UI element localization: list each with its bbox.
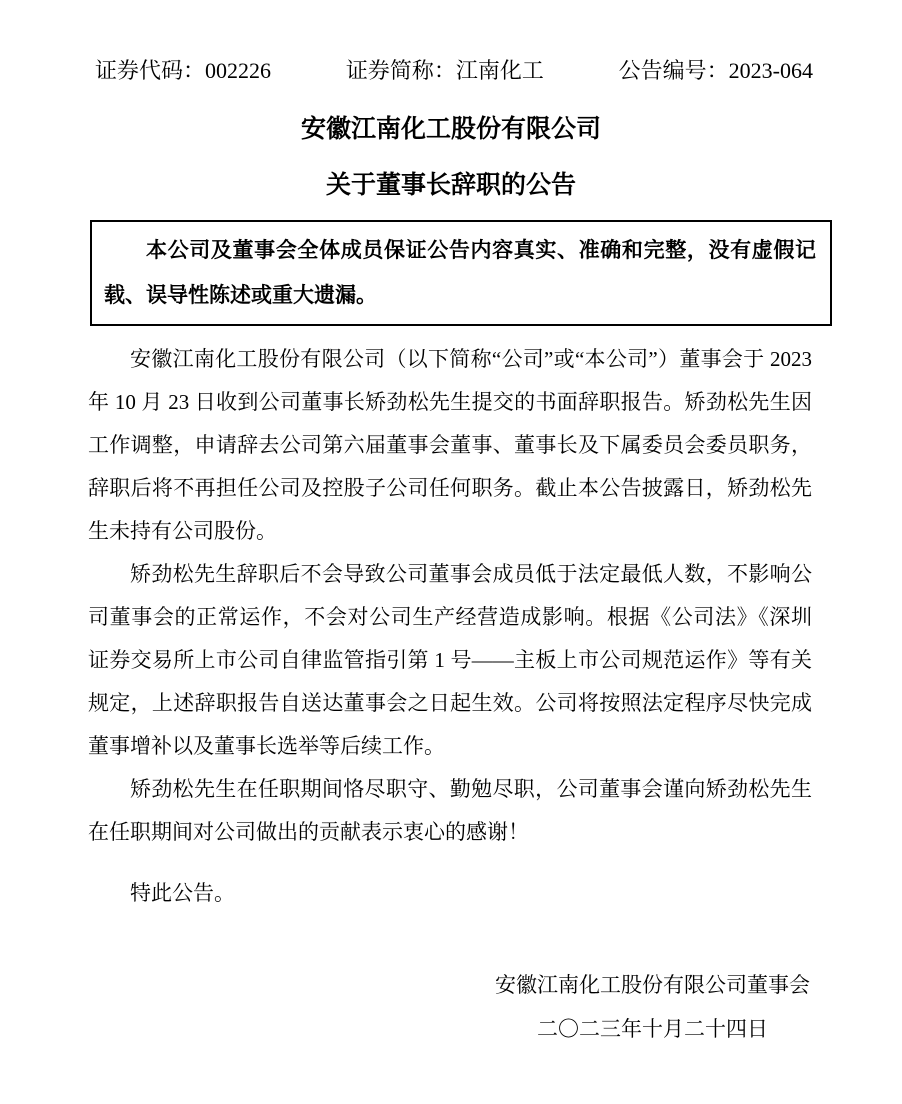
signature-block [0, 963, 810, 1051]
stock-abbreviation: 证券简称：江南化工 [345, 58, 544, 83]
document-body [88, 338, 812, 915]
company-name-title: 安徽江南化工股份有限公司 [300, 116, 601, 143]
signature-company: 安徽江南化工股份有限公司董事会 [495, 973, 810, 997]
announcement-number: 公告编号：2023-064 [618, 58, 813, 83]
disclaimer-text: 本公司及董事会全体成员保证公告内容真实、准确和完整，没有虚假记载、误导性陈述或重大遗漏。 [104, 238, 816, 307]
document-header [95, 56, 813, 86]
body-paragraph-1: 安徽江南化工股份有限公司（以下简称“公司”或“本公司”）董事会于 2023 年 10 月 23 日收到公司董事长矫劲松先生提交的书面辞职报告。矫劲松先生因工作调整，申请辞去公司第六届董事会董事、董事长及下属委员会委员职务，辞职后将不再担任公司及控股子公司任何职务。截止本公告披露日，矫劲松先生未持有公司股份。 [88, 347, 812, 543]
body-paragraph-3: 矫劲松先生在任职期间恪尽职守、勤勉尽职，公司董事会谨向矫劲松先生在任职期间对公司做出的贡献表示衷心的感谢！ [88, 777, 812, 844]
announcement-title: 关于董事长辞职的公告 [325, 172, 576, 199]
closing-statement: 特此公告。 [130, 881, 235, 905]
body-paragraph-2: 矫劲松先生辞职后不会导致公司董事会成员低于法定最低人数，不影响公司董事会的正常运作，不会对公司生产经营造成影响。根据《公司法》《深圳证券交易所上市公司自律监管指引第 1 号——主板上市公司规范运作》等有关规定，上述辞职报告自送达董事会之日起生效。公司将按照法定程序尽快完成董事增补以及董事长选举等后续工作。 [88, 562, 812, 758]
signature-date: 二〇二三年十月二十四日 [537, 1017, 768, 1041]
signature-inner [495, 963, 810, 1051]
disclaimer-box [90, 220, 832, 326]
stock-code: 证券代码：002226 [95, 58, 272, 83]
